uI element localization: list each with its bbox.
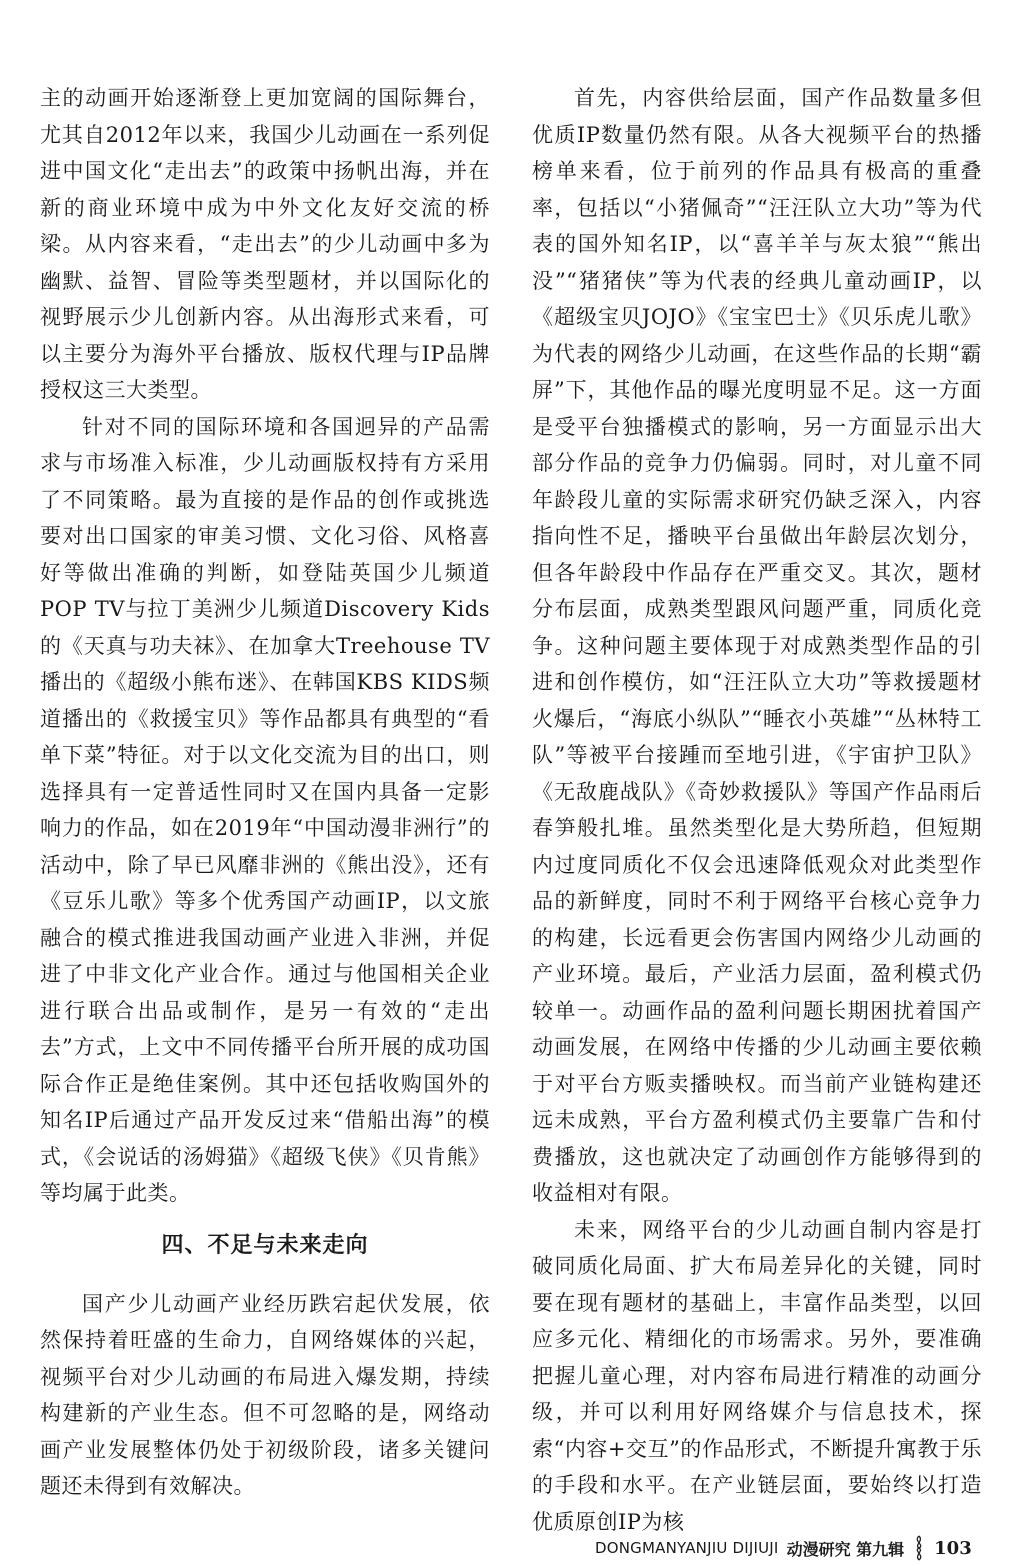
left-column — [40, 80, 490, 1505]
journal-name-pinyin: DONGMANYANJIU DIJIUJI — [595, 1539, 779, 1557]
right-column — [532, 80, 982, 1540]
journal-name-chinese: 动漫研究 第九辑 — [786, 1539, 905, 1559]
ornament-icon — [912, 1535, 926, 1561]
paragraph: 主的动画开始逐渐登上更加宽阔的国际舞台，尤其自2012年以来，我国少儿动画在一系列促进中国文化“走出去”的政策中扬帆出海，并在新的商业环境中成为中外文化友好交流的桥梁。从内容来看，“走出去”的少儿动画中多为幽默、益智、冒险等类型题材，并以国际化的视野展示少儿创新内容。从出海形式来看，可以主要分为海外平台播放、版权代理与IP品牌授权这三大类型。 — [40, 86, 490, 402]
paragraph: 针对不同的国际环境和各国迥异的产品需求与市场准入标准，少儿动画版权持有方采用了不同策略。最为直接的是作品的创作或挑选要对出口国家的审美习惯、文化习俗、风格喜好等做出准确的判断，如登陆英国少儿频道POP TV与拉丁美洲少儿频道Discovery Kids的《天真与功夫袜》、在加拿大Treehouse TV播出的《超级小熊布迷》、在韩国KBS KIDS频道播出的《救援宝贝》等作品都具有典型的“看单下菜”特征。对于以文化交流为目的出口，则选择具有一定普适性同时又在国内具备一定影响力的作品，如在2019年“中国动漫非洲行”的活动中，除了早已风靡非洲的《熊出没》，还有《豆乐儿歌》等多个优秀国产动画IP，以文旅融合的模式推进我国动画产业进入非洲，并促进了中非文化产业合作。通过与他国相关企业进行联合出品或制作，是另一有效的“走出去”方式，上文中不同传播平台所开展的成功国际合作正是绝佳案例。其中还包括收购国外的知名IP后通过产品开发反过来“借船出海”的模式，《会说话的汤姆猫》《超级飞侠》《贝肯熊》等均属于此类。 — [40, 414, 490, 1205]
page-number: 103 — [934, 1537, 972, 1559]
paragraph: 首先，内容供给层面，国产作品数量多但优质IP数量仍然有限。从各大视频平台的热播榜单来看，位于前列的作品具有极高的重叠率，包括以“小猪佩奇”“汪汪队立大功”等为代表的国外知名IP，以“喜羊羊与灰太狼”“熊出没”“猪猪侠”等为代表的经典儿童动画IP，以《超级宝贝JOJO》《宝宝巴士》《贝乐虎儿歌》为代表的网络少儿动画，在这些作品的长期“霸屏”下，其他作品的曝光度明显不足。这一方面是受平台独播模式的影响，另一方面显示出大部分作品的竞争力仍偏弱。同时，对儿童不同年龄段儿童的实际需求研究仍缺乏深入，内容指向性不足，播映平台虽做出年龄层次划分，但各年龄段中作品存在严重交叉。其次，题材分布层面，成熟类型跟风问题严重，同质化竞争。这种问题主要体现于对成熟类型作品的引进和创作模仿，如“汪汪队立大功”等救援题材火爆后，“海底小纵队”“睡衣小英雄”“丛林特工队”等被平台接踵而至地引进，《宇宙护卫队》《无敌鹿战队》《奇妙救援队》等国产作品雨后春笋般扎堆。虽然类型化是大势所趋，但短期内过度同质化不仅会迅速降低观众对此类型作品的新鲜度，同时不利于网络平台核心竞争力的构建，长远看更会伤害国内网络少儿动画的产业环境。最后，产业活力层面，盈利模式仍较单一。动画作品的盈利问题长期困扰着国产动画发展，在网络中传播的少儿动画主要依赖于对平台方贩卖播映权。而当前产业链构建还远未成熟，平台方盈利模式仍主要靠广告和付费播放，这也就决定了动画创作方能够得到的收益相对有限。 — [532, 86, 982, 1205]
paragraph: 国产少儿动画产业经历跌宕起伏发展，依然保持着旺盛的生命力，自网络媒体的兴起，视频平台对少儿动画的布局进入爆发期，持续构建新的产业生态。但不可忽略的是，网络动画产业发展整体仍处于初级阶段，诸多关键问题还未得到有效解决。 — [40, 1291, 490, 1498]
paragraph: 未来，网络平台的少儿动画自制内容是打破同质化局面、扩大布局差异化的关键，同时要在现有题材的基础上，丰富作品类型，以回应多元化、精细化的市场需求。另外，要准确把握儿童心理，对内容布局进行精准的动画分级，并可以利用好网络媒介与信息技术，探索“内容+交互”的作品形式，不断提升寓教于乐的手段和水平。在产业链层面，要始终以打造优质原创IP为核 — [532, 1217, 982, 1534]
section-heading: 四、不足与未来走向 — [161, 1232, 369, 1258]
page-footer — [595, 1535, 972, 1561]
